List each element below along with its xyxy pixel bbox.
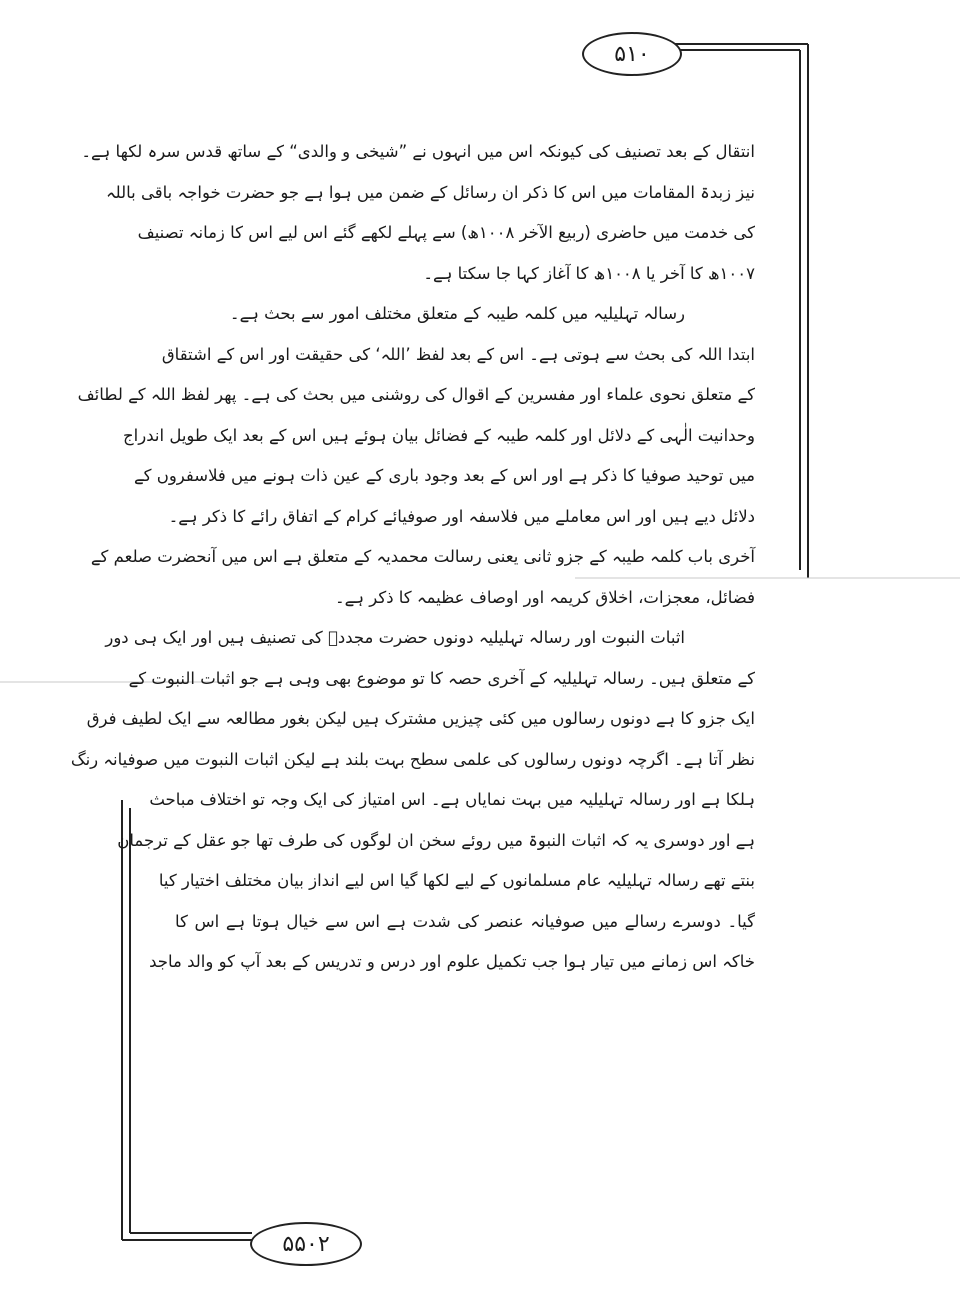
page-number-bottom: ۵۵۰۲ xyxy=(250,1222,362,1266)
text-line: ۱۰۰۷ھ کا آخر یا ۱۰۰۸ھ کا آغاز کہا جا سکتا ہے۔ xyxy=(423,263,755,283)
text-line: ابتدا اللہ کی بحث سے ہوتی ہے۔ اس کے بعد لفظ ’اللہ‘ کی حقیقت اور اس کے اشتقاق xyxy=(161,344,755,364)
text-line: فضائل، معجزات، اخلاق کریمہ اور اوصاف عظیمہ کا ذکر ہے۔ xyxy=(334,587,755,607)
text-line: کے متعلق ہیں۔ رسالہ تہلیلیہ کے آخری حصہ کا تو موضوع بھی وہی ہے جو اثبات النبوت کے xyxy=(128,668,755,688)
text-line: کی خدمت میں حاضری (ربیع الآخر ۱۰۰۸ھ) سے پہلے لکھے گئے اس لیے اس کا زمانہ تصنیف xyxy=(137,223,755,242)
text-line: خاکہ اس زمانے میں تیار ہوا جب تکمیل علوم اور درس و تدریس کے بعد آپ کو والد ماجد xyxy=(149,952,755,971)
text-line: انتقال کے بعد تصنیف کی کیونکہ اس میں انہوں نے ”شیخی و والدی“ کے ساتھ قدس سرہ لکھا ہے۔ xyxy=(81,142,755,161)
text-line: بنتے تھے رسالہ تہلیلیہ عام مسلمانوں کے لیے لکھا گیا اس لیے انداز بیان مختلف اختیار کیا xyxy=(158,871,755,890)
body-text xyxy=(70,132,755,983)
text-line: کے متعلق نحوی علماء اور مفسرین کے اقوال کی روشنی میں بحث کی ہے۔ پھر لفظ اللہ کے لطائف xyxy=(77,385,755,404)
text-line: آخری باب کلمہ طیبہ کے جزو ثانی یعنی رسالت محمدیہ کے متعلق ہے اس میں آنحضرت صلعم کے xyxy=(90,547,755,566)
text-line: دلائل دیے ہیں اور اس معاملے میں فلاسفہ اور صوفیائے کرام کے اتفاق رائے کا ذکر ہے۔ xyxy=(168,506,755,526)
text-line: نیز زبدۃ المقامات میں اس کا ذکر ان رسائل کے ضمن میں ہوا ہے جو حضرت خواجہ باقی باللہ xyxy=(105,182,755,202)
text-line: نظر آتا ہے۔ اگرچہ دونوں رسالوں کی علمی سطح بہت بلند ہے لیکن اثبات النبوت میں صوفیانہ رنگ xyxy=(70,749,755,769)
text-line: میں توحید صوفیا کا ذکر ہے اور اس کے بعد وجود باری کے عین ذات ہونے میں فلاسفروں کے xyxy=(133,466,755,485)
text-line: ایک جزو کا ہے دونوں رسالوں میں کئی چیزیں مشترک ہیں لیکن بغور مطالعہ سے ایک لطیف فرق xyxy=(86,709,755,728)
text-line: ہلکا ہے اور رسالہ تہلیلیہ میں بہت نمایاں ہے۔ اس امتیاز کی ایک وجہ تو اختلاف مباحث xyxy=(149,790,755,809)
page-number-top: ۵۱۰ xyxy=(582,32,682,76)
text-line: اثبات النبوت اور رسالہ تہلیلیہ دونوں حضرت مجددؒ کی تصنیف ہیں اور ایک ہی دور xyxy=(105,628,685,647)
text-line: رسالہ تہلیلیہ میں کلمہ طیبہ کے متعلق مختلف امور سے بحث ہے۔ xyxy=(229,304,685,323)
text-line: ہے اور دوسری یہ کہ اثبات النبوۃ میں روئے سخن ان لوگوں کی طرف تھا جو عقل کے ترجمان xyxy=(117,830,755,850)
text-line: وحدانیت الٰہی کے دلائل اور کلمہ طیبہ کے فضائل بیان ہوئے ہیں اس کے بعد ایک طویل اندراج xyxy=(123,425,755,445)
text-line: گیا۔ دوسرے رسالے میں صوفیانہ عنصر کی شدت ہے اس سے خیال ہوتا ہے اس کا xyxy=(175,911,755,931)
